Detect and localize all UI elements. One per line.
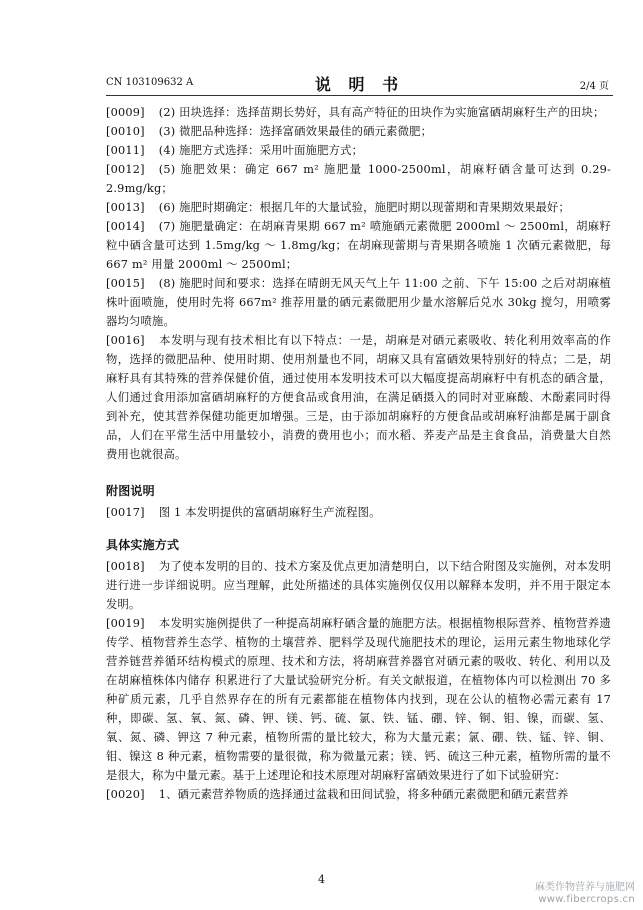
publication-number: CN 103109632 A	[106, 77, 194, 88]
paragraph-text: (3) 微肥品种选择：选择富硒效果最佳的硒元素微肥；	[158, 125, 433, 138]
paragraph-group-figures	[106, 503, 611, 522]
watermark-name: 麻类作物营养与施肥网	[535, 882, 635, 893]
section-heading-figures: 附图说明	[106, 484, 155, 498]
paragraph	[106, 503, 611, 522]
paragraph	[106, 785, 611, 804]
watermark-url: www.fibercrops.cn	[538, 894, 635, 905]
page-indicator: 2/4 页	[579, 81, 609, 92]
paragraph	[106, 198, 611, 217]
page-number: 4	[318, 873, 325, 886]
paragraph	[106, 217, 611, 274]
paragraph-group-steps	[106, 103, 611, 464]
paragraph-number: [0014]	[106, 220, 145, 233]
paragraph	[106, 160, 611, 198]
paragraph-number: [0009]	[106, 106, 145, 119]
site-watermark	[535, 882, 635, 906]
paragraph-text: 本发明与现有技术相比有以下特点：一是，胡麻是对硒元素吸收、转化利用效率高的作物，选择的微肥品种、使用时期、使用剂量也不同，胡麻又具有富硒效果特别好的特点；二是，胡麻籽具有其特殊的营养保健价值，通过使用本发明技术可以大幅度提高胡麻籽中有机态的硒含量，人们通过食用添加富硒胡麻籽的方便食品或食用油，在满足硒摄入的同时对亚麻酸、木酚素同时得到补充，使其营养保健功能更加增强。三是，由于添加胡麻籽的方便食品或胡麻籽油都是属于副食品，人们在平常生活中用量较小，消费的费用也小；而水稻、荞麦产品是主食食品，消费量大自然费用也就很高。	[106, 334, 611, 461]
section-heading-embodiments: 具体实施方式	[106, 538, 180, 552]
paragraph	[106, 274, 611, 331]
paragraph	[106, 103, 611, 122]
paragraph-text: 为了使本发明的目的、技术方案及优点更加清楚明白，以下结合附图及实施例，对本发明进行进一步详细说明。应当理解，此处所描述的具体实施例仅仅用以解释本发明，并不用于限定本发明。	[106, 560, 611, 611]
paragraph-text: (6) 施肥时期确定：根据几年的大量试验，施肥时期以现蕾期和青果期效果最好；	[158, 201, 571, 214]
paragraph	[106, 331, 611, 464]
paragraph-number: [0016]	[106, 334, 145, 347]
paragraph	[106, 141, 611, 160]
paragraph	[106, 614, 611, 785]
paragraph-number: [0013]	[106, 201, 145, 214]
paragraph-number: [0015]	[106, 277, 145, 290]
paragraph-number: [0011]	[106, 144, 145, 157]
paragraph	[106, 557, 611, 614]
paragraph-text: (4) 施肥方式选择：采用叶面施肥方式；	[158, 144, 364, 157]
document-title: 说 明 书	[314, 75, 405, 94]
paragraph-number: [0010]	[106, 125, 145, 138]
paragraph	[106, 122, 611, 141]
paragraph-number: [0017]	[106, 506, 145, 519]
paragraph-text: (7) 施肥量确定：在胡麻青果期 667 m² 喷施硒元素微肥 2000ml ～ 2500ml，胡麻籽粒中硒含量可达到 1.5mg/kg ～ 1.8mg/kg；在胡麻现蕾期与青果期各喷施 1 次硒元素微肥，每 667 m² 用量 2000ml ～ 2500ml；	[106, 220, 611, 271]
page-header	[106, 72, 613, 94]
paragraph-text: (8) 施肥时间和要求：选择在晴朗无风天气上午 11:00 之前、下午 15:00 之后对胡麻植株叶面喷施，使用时先将 667m² 推荐用量的硒元素微肥用少量水溶解后兑水 30kg 搅匀，用喷雾器均匀喷施。	[106, 277, 611, 328]
paragraph-number: [0018]	[106, 560, 145, 573]
document-body	[106, 103, 611, 804]
paragraph-text: (5) 施肥效果：确定 667 m² 施肥量 1000-2500ml，胡麻籽硒含量可达到 0.29-2.9mg/kg；	[106, 163, 611, 195]
paragraph-number: [0012]	[106, 163, 145, 176]
paragraph-number: [0019]	[106, 617, 145, 630]
paragraph-text: 本发明实施例提供了一种提高胡麻籽硒含量的施肥方法。根据植物根际营养、植物营养遗传学、植物营养生态学、植物的土壤营养、肥料学及现代施肥技术的理论，运用元素生物地球化学营养链营养循环结构模式的原理、技术和方法，将胡麻营养器官对硒元素的吸收、转化、利用以及在胡麻植株体内储存 积累进行了大量试验研究分析。有关文献报道，在植物体内可以检测出 70 多种矿质元素，几乎自然界存在的所有元素都能在植物体内找到，现在公认的植物必需元素有 17 种，即碳、氢、氧、氮、磷、钾、镁、钙、硫、氯、铁、锰、硼、锌、铜、钼、镍，而碳、氢、氧、氮、磷、钾这 7 种元素，植物所需的量比较大，称为大量元素；氯、硼、铁、锰、锌、铜、钼、镍这 8 种元素，植物需要的量很微，称为微量元素；镁、钙、硫这三种元素，植物所需的量不是很大，称为中量元素。基于上述理论和技术原理对胡麻籽富硒效果进行了如下试验研究：	[106, 617, 611, 782]
paragraph-number: [0020]	[106, 788, 145, 801]
header-rule	[106, 95, 613, 96]
paragraph-group-embodiments	[106, 557, 611, 804]
paragraph-text: 图 1 本发明提供的富硒胡麻籽生产流程图。	[158, 506, 381, 519]
paragraph-text: 1、硒元素营养物质的选择通过盆栽和田间试验，将多种硒元素微肥和硒元素营养	[158, 788, 569, 801]
paragraph-text: (2) 田块选择：选择苗期长势好，具有高产特征的田块作为实施富硒胡麻籽生产的田块；	[158, 106, 605, 119]
